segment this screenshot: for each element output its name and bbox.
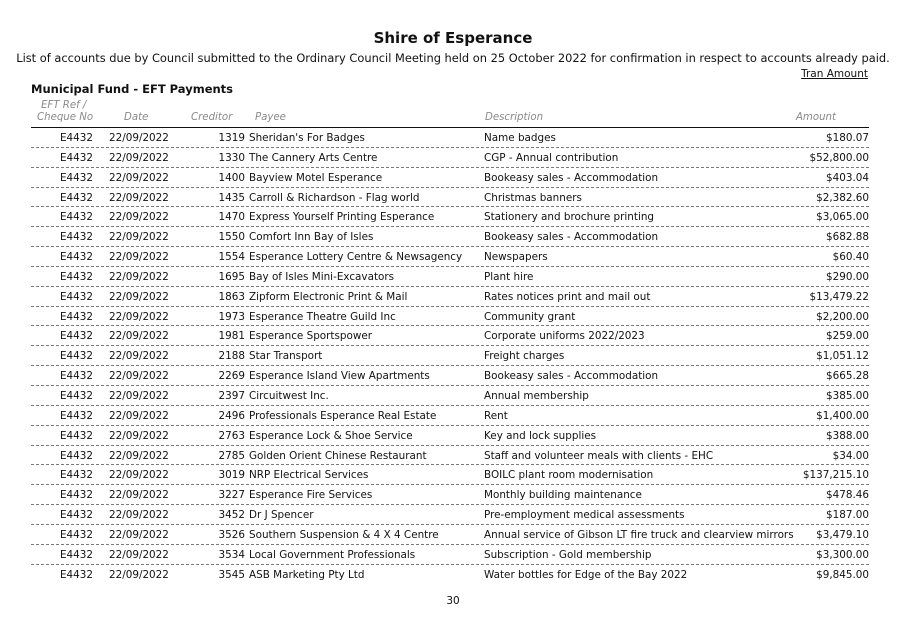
cell-date: 22/09/2022: [109, 548, 169, 561]
cell-eft-ref: E4432: [59, 310, 93, 323]
table-row: [31, 446, 869, 466]
cell-creditor: 3452: [218, 509, 245, 522]
cell-date: 22/09/2022: [109, 489, 169, 502]
cell-creditor: 1554: [218, 251, 245, 264]
cell-description: Corporate uniforms 2022/2023: [484, 330, 645, 343]
cell-creditor: 3545: [218, 568, 245, 581]
cell-eft-ref: E4432: [59, 171, 93, 184]
cell-eft-ref: E4432: [59, 132, 93, 144]
table-row: [31, 128, 869, 148]
column-header-amount: Amount: [795, 112, 836, 123]
cell-amount: $137,215.10: [802, 469, 869, 482]
cell-date: 22/09/2022: [109, 429, 169, 442]
table-row: [31, 505, 869, 525]
table-row: [31, 485, 869, 505]
tran-amount-label: Tran Amount: [801, 68, 868, 80]
cell-eft-ref: E4432: [59, 389, 93, 402]
table-row: [31, 366, 869, 386]
cell-amount: $52,800.00: [809, 151, 869, 164]
cell-creditor: 2269: [218, 370, 245, 383]
cell-date: 22/09/2022: [109, 191, 169, 204]
cell-payee: Esperance Sportspower: [249, 330, 373, 343]
cell-date: 22/09/2022: [109, 251, 169, 264]
cell-eft-ref: E4432: [59, 509, 93, 522]
table-row: [31, 426, 869, 446]
cell-amount: $180.07: [826, 132, 869, 144]
column-header-date: Date: [124, 112, 149, 123]
report-subtitle: List of accounts due by Council submitted to the Ordinary Council Meeting held on 25 October 2022 for confirmation in respect to accounts already paid.: [16, 51, 890, 65]
cell-description: Water bottles for Edge of the Bay 2022: [484, 568, 688, 581]
cell-creditor: 1695: [218, 270, 245, 283]
table-row: [31, 287, 869, 307]
cell-date: 22/09/2022: [109, 132, 169, 144]
cell-creditor: 1863: [218, 290, 245, 303]
cell-date: 22/09/2022: [109, 568, 169, 581]
table-row: [31, 525, 869, 545]
cell-eft-ref: E4432: [59, 429, 93, 442]
fund-section-title: Municipal Fund - EFT Payments: [31, 82, 234, 96]
cell-description: Rent: [484, 409, 508, 422]
cell-eft-ref: E4432: [59, 350, 93, 363]
cell-payee: Circuitwest Inc.: [249, 389, 329, 402]
cell-description: Key and lock supplies: [484, 429, 597, 442]
cell-amount: $385.00: [826, 389, 869, 402]
cell-date: 22/09/2022: [109, 370, 169, 383]
cell-payee: Southern Suspension & 4 X 4 Centre: [249, 528, 439, 541]
cell-amount: $665.28: [826, 370, 869, 383]
table-row: [31, 148, 869, 168]
cell-amount: $1,051.12: [816, 350, 869, 363]
cell-payee: Esperance Fire Services: [249, 489, 373, 502]
table-row: [31, 346, 869, 366]
cell-payee: Esperance Theatre Guild Inc: [249, 310, 396, 323]
cell-amount: $60.40: [832, 251, 869, 264]
cell-payee: The Cannery Arts Centre: [249, 151, 378, 164]
cell-date: 22/09/2022: [109, 469, 169, 482]
cell-description: Name badges: [484, 132, 556, 144]
cell-eft-ref: E4432: [59, 330, 93, 343]
table-row: [31, 188, 869, 208]
cell-creditor: 3227: [218, 489, 245, 502]
cell-description: Subscription - Gold membership: [484, 548, 652, 561]
cell-payee: Bay of Isles Mini-Excavators: [249, 270, 395, 283]
cell-date: 22/09/2022: [109, 449, 169, 462]
cell-description: Pre-employment medical assessments: [484, 509, 685, 522]
cell-eft-ref: E4432: [59, 469, 93, 482]
cell-payee: Esperance Lottery Centre & Newsagency: [249, 251, 463, 264]
cell-amount: $2,200.00: [816, 310, 869, 323]
cell-description: Staff and volunteer meals with clients - EHC: [484, 449, 714, 462]
cell-date: 22/09/2022: [109, 211, 169, 224]
cell-description: Bookeasy sales - Accommodation: [484, 370, 659, 383]
cell-eft-ref: E4432: [59, 568, 93, 581]
cell-date: 22/09/2022: [109, 151, 169, 164]
cell-amount: $3,300.00: [816, 548, 869, 561]
cell-creditor: 1319: [218, 132, 245, 144]
cell-payee: Professionals Esperance Real Estate: [249, 409, 437, 422]
cell-date: 22/09/2022: [109, 409, 169, 422]
cell-creditor: 3534: [218, 548, 245, 561]
cell-amount: $34.00: [832, 449, 869, 462]
column-header-payee: Payee: [255, 112, 286, 123]
cell-description: Bookeasy sales - Accommodation: [484, 231, 659, 244]
page-number: 30: [446, 595, 460, 607]
cell-description: Annual service of Gibson LT fire truck and clearview mirrors: [484, 528, 794, 541]
cell-payee: Golden Orient Chinese Restaurant: [249, 449, 427, 462]
cell-creditor: 1435: [218, 191, 245, 204]
cell-amount: $290.00: [826, 270, 869, 283]
table-row: [31, 545, 869, 565]
cell-date: 22/09/2022: [109, 330, 169, 343]
cell-payee: NRP Electrical Services: [249, 469, 369, 482]
cell-eft-ref: E4432: [59, 528, 93, 541]
cell-description: BOILC plant room modernisation: [484, 469, 654, 482]
column-header-description: Description: [485, 112, 544, 123]
cell-eft-ref: E4432: [59, 270, 93, 283]
cell-eft-ref: E4432: [59, 191, 93, 204]
cell-creditor: 1550: [218, 231, 245, 244]
cell-description: Community grant: [484, 310, 576, 323]
table-row: [31, 207, 869, 227]
cell-amount: $388.00: [826, 429, 869, 442]
cell-description: Monthly building maintenance: [484, 489, 642, 502]
cell-eft-ref: E4432: [59, 489, 93, 502]
column-header-creditor: Creditor: [191, 112, 233, 123]
cell-amount: $478.46: [826, 489, 869, 502]
cell-payee: Local Government Professionals: [249, 548, 416, 561]
cell-creditor: 1470: [218, 211, 245, 224]
cell-description: Rates notices print and mail out: [484, 290, 651, 303]
table-row: [31, 406, 869, 426]
page-title: Shire of Esperance: [373, 29, 533, 47]
column-header-ref-line1: EFT Ref /: [41, 100, 87, 111]
cell-creditor: 1973: [218, 310, 245, 323]
cell-payee: Sheridan's For Badges: [249, 132, 365, 144]
cell-payee: Bayview Motel Esperance: [249, 171, 383, 184]
cell-payee: Zipform Electronic Print & Mail: [249, 290, 408, 303]
cell-eft-ref: E4432: [59, 409, 93, 422]
table-row: [31, 465, 869, 485]
table-row: [31, 565, 869, 584]
cell-payee: ASB Marketing Pty Ltd: [249, 568, 365, 581]
cell-date: 22/09/2022: [109, 389, 169, 402]
cell-payee: Esperance Island View Apartments: [249, 370, 430, 383]
cell-description: Bookeasy sales - Accommodation: [484, 171, 659, 184]
cell-date: 22/09/2022: [109, 290, 169, 303]
cell-amount: $403.04: [826, 171, 869, 184]
cell-amount: $3,479.10: [816, 528, 869, 541]
cell-creditor: 2397: [218, 389, 245, 402]
cell-amount: $13,479.22: [809, 290, 869, 303]
cell-creditor: 2785: [218, 449, 245, 462]
cell-amount: $259.00: [826, 330, 869, 343]
column-header-ref-line2: Cheque No: [37, 112, 94, 123]
cell-payee: Carroll & Richardson - Flag world: [249, 191, 420, 204]
cell-creditor: 3019: [218, 469, 245, 482]
cell-date: 22/09/2022: [109, 171, 169, 184]
cell-amount: $3,065.00: [816, 211, 869, 224]
cell-payee: Comfort Inn Bay of Isles: [249, 231, 374, 244]
table-row: [31, 247, 869, 267]
cell-description: Christmas banners: [484, 191, 582, 204]
cell-eft-ref: E4432: [59, 231, 93, 244]
cell-date: 22/09/2022: [109, 231, 169, 244]
cell-payee: Esperance Lock & Shoe Service: [249, 429, 413, 442]
cell-description: Newspapers: [484, 251, 548, 264]
cell-date: 22/09/2022: [109, 528, 169, 541]
cell-creditor: 2763: [218, 429, 245, 442]
cell-eft-ref: E4432: [59, 548, 93, 561]
cell-date: 22/09/2022: [109, 270, 169, 283]
cell-eft-ref: E4432: [59, 251, 93, 264]
cell-eft-ref: E4432: [59, 211, 93, 224]
cell-creditor: 1330: [218, 151, 245, 164]
cell-date: 22/09/2022: [109, 509, 169, 522]
table-row: [31, 168, 869, 188]
table-row: [31, 326, 869, 346]
cell-creditor: 2496: [218, 409, 245, 422]
cell-amount: $9,845.00: [816, 568, 869, 581]
cell-description: Plant hire: [484, 270, 534, 283]
cell-creditor: 2188: [218, 350, 245, 363]
cell-description: Annual membership: [484, 389, 589, 402]
cell-creditor: 3526: [218, 528, 245, 541]
cell-payee: Express Yourself Printing Esperance: [249, 211, 435, 224]
cell-eft-ref: E4432: [59, 151, 93, 164]
cell-eft-ref: E4432: [59, 449, 93, 462]
table-row: [31, 307, 869, 327]
cell-description: Stationery and brochure printing: [484, 211, 655, 224]
cell-creditor: 1981: [218, 330, 245, 343]
cell-amount: $1,400.00: [816, 409, 869, 422]
table-row: [31, 267, 869, 287]
cell-description: Freight charges: [484, 350, 565, 363]
cell-creditor: 1400: [218, 171, 245, 184]
payments-table: [31, 128, 869, 583]
cell-date: 22/09/2022: [109, 310, 169, 323]
table-row: [31, 227, 869, 247]
cell-description: CGP - Annual contribution: [484, 151, 619, 164]
cell-eft-ref: E4432: [59, 290, 93, 303]
cell-payee: Dr J Spencer: [249, 509, 314, 522]
cell-payee: Star Transport: [249, 350, 323, 363]
cell-date: 22/09/2022: [109, 350, 169, 363]
cell-amount: $2,382.60: [816, 191, 869, 204]
cell-amount: $187.00: [826, 509, 869, 522]
cell-eft-ref: E4432: [59, 370, 93, 383]
table-row: [31, 386, 869, 406]
cell-amount: $682.88: [826, 231, 869, 244]
